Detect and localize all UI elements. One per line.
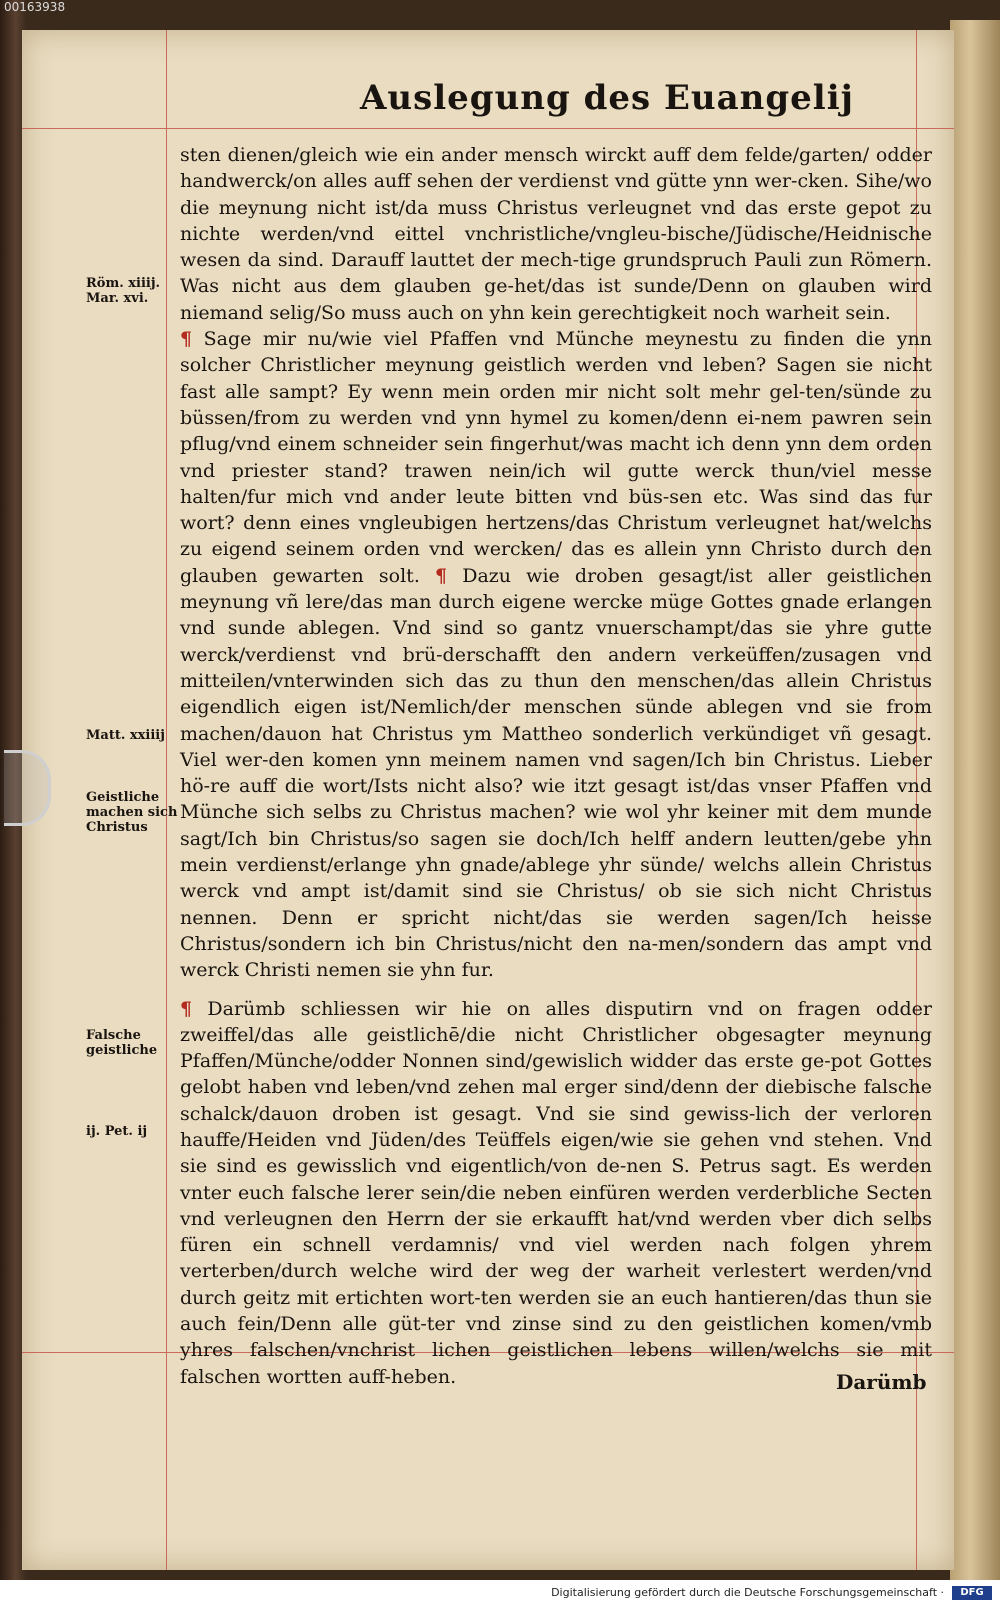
page-edges	[950, 20, 1000, 1580]
margin-note: Falsche geistliche	[86, 1028, 158, 1058]
paragraph	[180, 142, 932, 326]
paragraph	[180, 326, 932, 983]
paragraph-text: Dazu wie droben gesagt/ist aller geistlichen meynung vñ lere/das man durch eigene wercke müge Gottes gnade erlangen vnd sunde ablegen. Vnd sind so gantz vnuerschampt/das sie yhre gutte werck/verdienst vnd brü-derschafft den andern verkeüffen/zusagen vnd mitteilen/vnterwinden sich das zu thun den menschen/das allein Christus eigendlich eigen ist/Nemlich/der menschen sünde ablegen vnd sie from machen/dauon hat Christus ym Mattheo sonderlich verkündiget vñ gesagt. Viel wer-den komen ynn meinem namen vnd sagen/Ich bin Christus. Lieber hö-re auff die wort/Ists nicht also? wie itzt gesagt ist/das vnser Pfaffen vnd Münche sich selbs zu Christus machen? wie wol yhr keiner mit dem munde sagt/Ich bin Christus/so sagen sie doch/Ich helff andern leutten/gebe yhn mein verdienst/erlange yhn gnade/ablege yhr sünde/ welchs allein Christus werck vnd ampt ist/damit sind sie Christus/ ob sie sich nicht Christus nennen. Denn er spricht nicht/das sie werden sagen/Ich heisse Christus/sondern ich bin Christus/nicht den na-men/sondern das ampt vnd werck Christi nemen sie yhn fur.	[180, 564, 932, 982]
page-clip	[4, 750, 51, 826]
margin-note: ij. Pet. ij	[86, 1124, 148, 1139]
paragraph-text: Darümb schliessen wir hie on alles disputirn vnd on fragen odder zweiffel/das alle geistlichē/die nicht Christlicher obgesagter meynung Pfaffen/Münche/odder Nonnen sind/gewislich widder das erste ge-pot Gottes gelobt haben vnd leben/vnd zehen mal erger sind/denn der diebische falsche schalck/dauon droben ist gesagt. Vnd sie sind gewiss-lich der verloren hauffe/Heiden vnd Jüden/des Teüffels eigen/wie sie gehen vnd stehen. Vnd sie sind es gewisslich vnd eigentlich/von de-nen S. Petrus sagt. Es werden vnter euch falsche lerer sein/die neben einfüren werden verderbliche Secten vnd verleugnen den Herrn der sie erkaufft hat/vnd werden vber dich selbs füren ein schnell verdamnis/ vnd viel werden nach folgen yhrem verterben/durch welche wird der weg der warheit verlestert werden/vnd durch geitz mit ertichten wort-ten werden sie an euch hantieren/das thun sie auch fein/Denn alle güt-ter vnd zinse sind zu den geistlichen komen/vmb yhres falschen/vnchrist lichen geistlichen lebens willen/welchs sie mit falschen wortten auff-heben.	[180, 997, 932, 1388]
margin-note: Röm. xiiij. Mar. xvi.	[86, 276, 161, 306]
margin-note: Matt. xxiiij	[86, 728, 165, 743]
margin-note: Geistliche machen sich Christus	[86, 790, 178, 835]
paragraph-text: sten dienen/gleich wie ein ander mensch wirckt auff dem felde/garten/ odder handwerck/on alles auff sehen der verdienst vnd gütte ynn wer-cken. Sihe/wo die meynung nicht ist/da muss Christus verleugnet vnd das erste gepot zu nichte werden/vnd eittel vnchristliche/vngleu-bische/Jüdische/Heidnische wesen da sind. Darauff lauttet der mech-tige grundspruch Pauli zun Römern. Was nicht aus dem glauben ge-het/das ist sunde/Denn on glauben wird niemand selig/So muss auch on yhn kein gerechtigkeit noch warheit sein.	[180, 144, 932, 324]
rule-top	[22, 128, 954, 129]
footer	[0, 1580, 1000, 1606]
page-title: Auslegung des Euangelij	[360, 78, 854, 118]
image-id: 00163938	[4, 0, 66, 14]
pilcrow-icon: ¶	[435, 564, 448, 587]
dfg-logo-icon: DFG	[952, 1586, 992, 1600]
footer-credit: Digitalisierung gefördert durch die Deutsche Forschungsgemeinschaft ·	[551, 1586, 944, 1599]
catchword: Darümb	[836, 1370, 927, 1394]
paragraph-text: Sage mir nu/wie viel Pfaffen vnd Münche meynestu zu finden die ynn solcher Christlicher meynung geistlich werden vnd leben? Sagen sie nicht fast alle sampt? Ey wenn mein orden mir nicht solt mehr gel-ten/sünde zu büssen/from zu werden vnd ynn hymel zu komen/denn ei-nem pawren sein pflug/vnd einem schneider sein fingerhut/was macht ich denn ynn dem orden vnd priester stand? trawen nein/ich wil gutte werck thun/viel messe halten/fur mich vnd ander leute bitten vnd büs-sen etc. Was sind das fur wort? denn eines vngleubigen hertzens/das Christum verleugnet hat/welchs zu eigend seinem orden vnd wercken/ das es allein ynn Christo durch den glauben gewarten solt.	[180, 328, 932, 587]
pilcrow-icon: ¶	[180, 328, 193, 351]
pilcrow-icon: ¶	[180, 997, 193, 1020]
paragraph	[180, 996, 932, 1390]
body-text	[180, 142, 932, 1390]
